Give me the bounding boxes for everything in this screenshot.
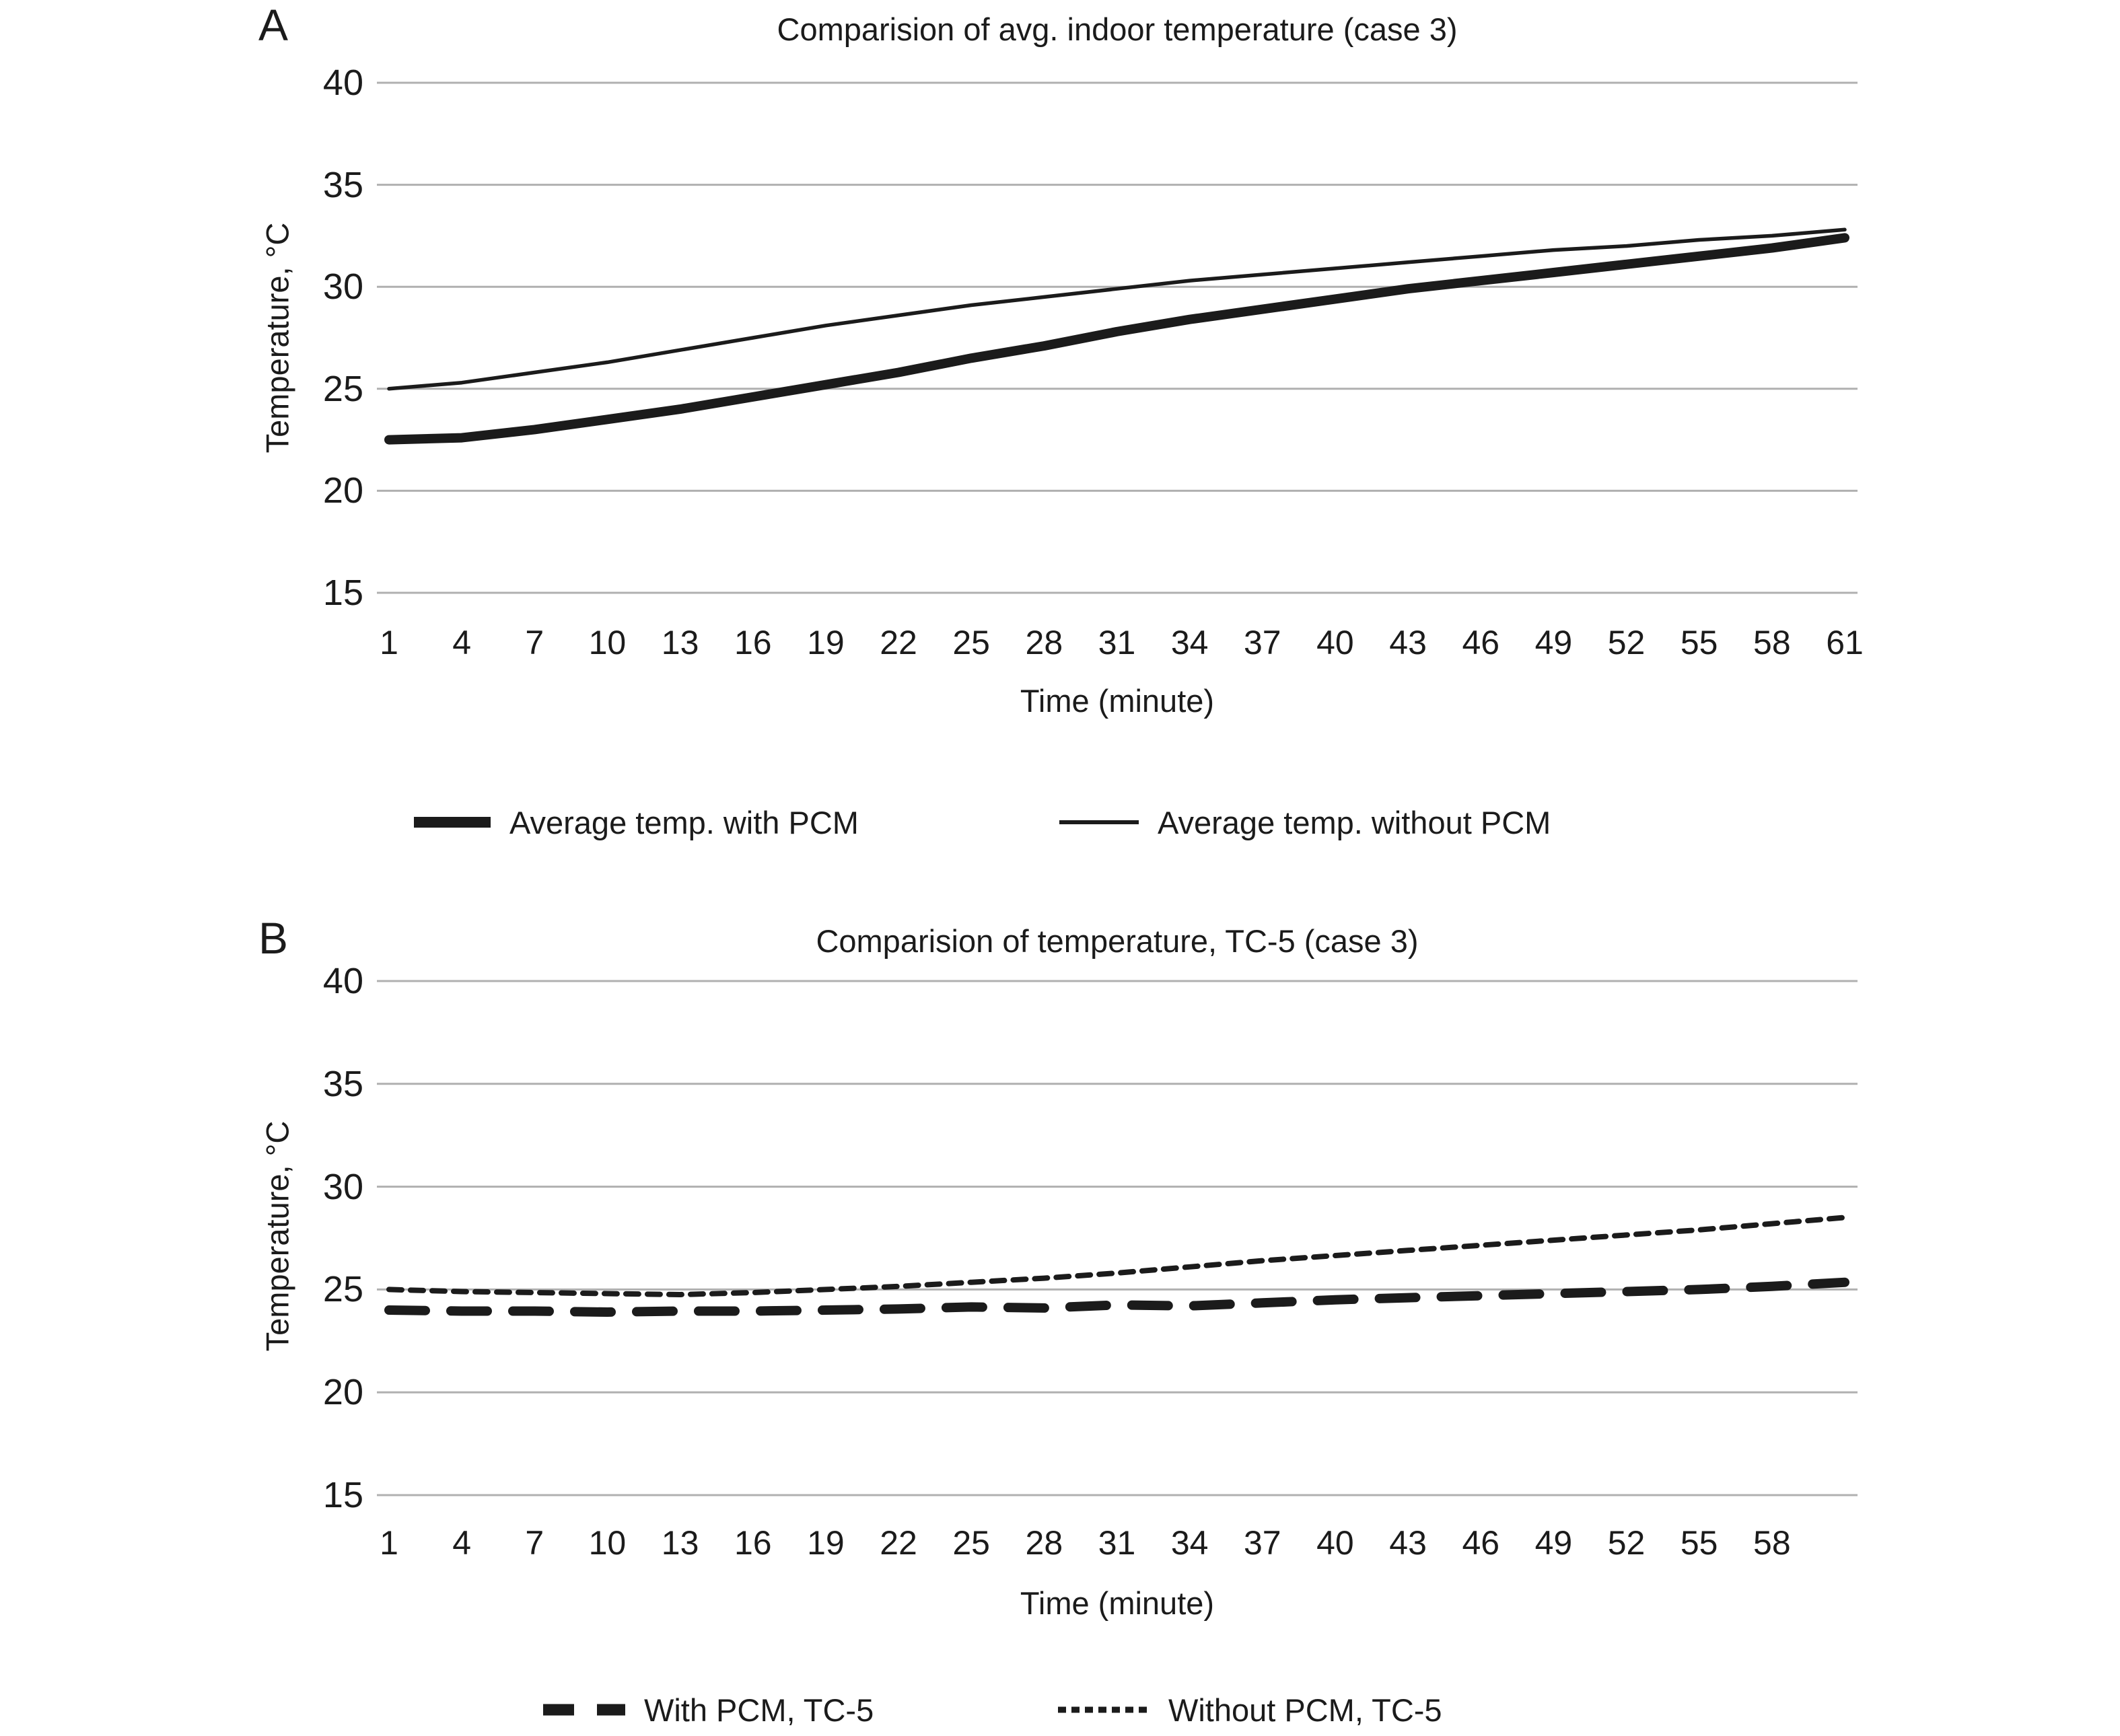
y-tick-label: 20: [322, 1372, 363, 1413]
x-tick-label: 16: [734, 624, 772, 661]
legend-entry: [1058, 802, 1551, 842]
x-tick-label: 4: [452, 624, 472, 661]
panel-a: A Comparision of avg. indoor temperature (case 3) Temperature, °C 40 35 30 25 20 15 1 4 7 10 13 16 19 22 25 28 31 34 37 40 43 46 49 52 55 58 61 Time (minute) Average temp. with PCM Average temp. without PCM: [0, 0, 2120, 875]
legend-label: Without PCM, TC-5: [1168, 1692, 1442, 1728]
x-tick-label: 10: [588, 1524, 627, 1562]
x-tick-label: 28: [1025, 1524, 1063, 1562]
x-tick-label: 37: [1243, 1524, 1281, 1562]
x-tick-label: 55: [1680, 624, 1718, 661]
series-line-solid-thin: [389, 229, 1845, 389]
legend-label: With PCM, TC-5: [644, 1692, 874, 1728]
x-tick-label: 22: [880, 1524, 917, 1562]
x-tick-label: 1: [380, 1524, 398, 1562]
x-tick-label: 49: [1534, 624, 1573, 661]
y-tick-label: 30: [322, 266, 363, 308]
x-tick-label: 13: [661, 1524, 699, 1562]
legend-entry: [413, 802, 859, 842]
y-tick-label: 40: [322, 961, 363, 1001]
y-tick-label: 15: [322, 573, 363, 613]
y-tick-label: 35: [322, 1063, 363, 1104]
legend-line-sample: [1058, 813, 1140, 831]
panel-a-title: Comparision of avg. indoor temperature (case 3): [777, 11, 1458, 47]
x-tick-label: 58: [1753, 1524, 1791, 1562]
x-tick-label: 46: [1462, 624, 1500, 661]
legend-line-sample: [413, 813, 492, 831]
legend-label: Average temp. with PCM: [509, 804, 859, 840]
x-tick-label: 34: [1170, 1524, 1209, 1562]
x-tick-label: 4: [452, 1524, 472, 1562]
x-tick-label: 40: [1316, 624, 1354, 661]
series-line-dashed-thick: [389, 1282, 1845, 1312]
x-tick-label: 55: [1680, 1524, 1718, 1562]
x-tick-label: 7: [525, 624, 544, 661]
panel-b: B Comparision of temperature, TC-5 (case 3) Temperature, °C 40 35 30 25 20 15 1 4 7 10 13 16 19 22 25 28 31 34 37 40 43 46 49 52 55 58 Time (minute) With PCM, TC-5 Without PCM, TC-5: [0, 898, 2120, 1736]
y-tick-label: 40: [322, 63, 363, 103]
x-tick-label: 31: [1098, 1524, 1136, 1562]
x-tick-label: 58: [1753, 624, 1791, 661]
x-tick-label: 52: [1607, 1524, 1646, 1562]
series-line-dotted-thin: [389, 1217, 1845, 1295]
x-tick-label: 19: [807, 1524, 845, 1562]
panel-b-x-axis-title: Time (minute): [1020, 1585, 1215, 1621]
panel-b-title: Comparision of temperature, TC-5 (case 3): [816, 923, 1419, 959]
y-tick-label: 25: [322, 368, 363, 409]
x-tick-label: 28: [1025, 624, 1063, 661]
x-tick-label: 7: [525, 1524, 544, 1562]
x-tick-label: 13: [661, 624, 699, 661]
x-tick-label: 46: [1462, 1524, 1500, 1562]
x-tick-label: 25: [952, 624, 990, 661]
legend-label: Average temp. without PCM: [1158, 804, 1551, 840]
x-tick-label: 43: [1389, 624, 1427, 661]
legend-entry: [542, 1690, 874, 1730]
y-tick-label: 15: [322, 1475, 363, 1515]
x-tick-label: 61: [1826, 624, 1864, 661]
panel-a-label: A: [258, 0, 289, 50]
legend-line-sample: [542, 1701, 627, 1719]
x-tick-label: 49: [1534, 1524, 1573, 1562]
panel-a-x-axis-title: Time (minute): [1020, 683, 1215, 719]
legend-line-sample: [1057, 1701, 1151, 1719]
x-tick-label: 52: [1607, 624, 1646, 661]
x-tick-label: 1: [380, 624, 398, 661]
x-tick-label: 37: [1243, 624, 1281, 661]
x-tick-label: 40: [1316, 1524, 1354, 1562]
x-tick-label: 31: [1098, 624, 1136, 661]
x-tick-label: 19: [807, 624, 845, 661]
x-tick-label: 34: [1170, 624, 1209, 661]
y-tick-label: 30: [322, 1166, 363, 1207]
x-tick-label: 43: [1389, 1524, 1427, 1562]
x-tick-label: 25: [952, 1524, 990, 1562]
panel-b-label: B: [258, 913, 289, 963]
legend-entry: [1057, 1690, 1442, 1730]
y-tick-label: 25: [322, 1269, 363, 1310]
y-tick-label: 20: [322, 470, 363, 511]
x-tick-label: 10: [588, 624, 627, 661]
series-line-solid-thick: [389, 238, 1845, 439]
y-tick-label: 35: [322, 164, 363, 205]
x-tick-label: 22: [880, 624, 917, 661]
x-tick-label: 16: [734, 1524, 772, 1562]
